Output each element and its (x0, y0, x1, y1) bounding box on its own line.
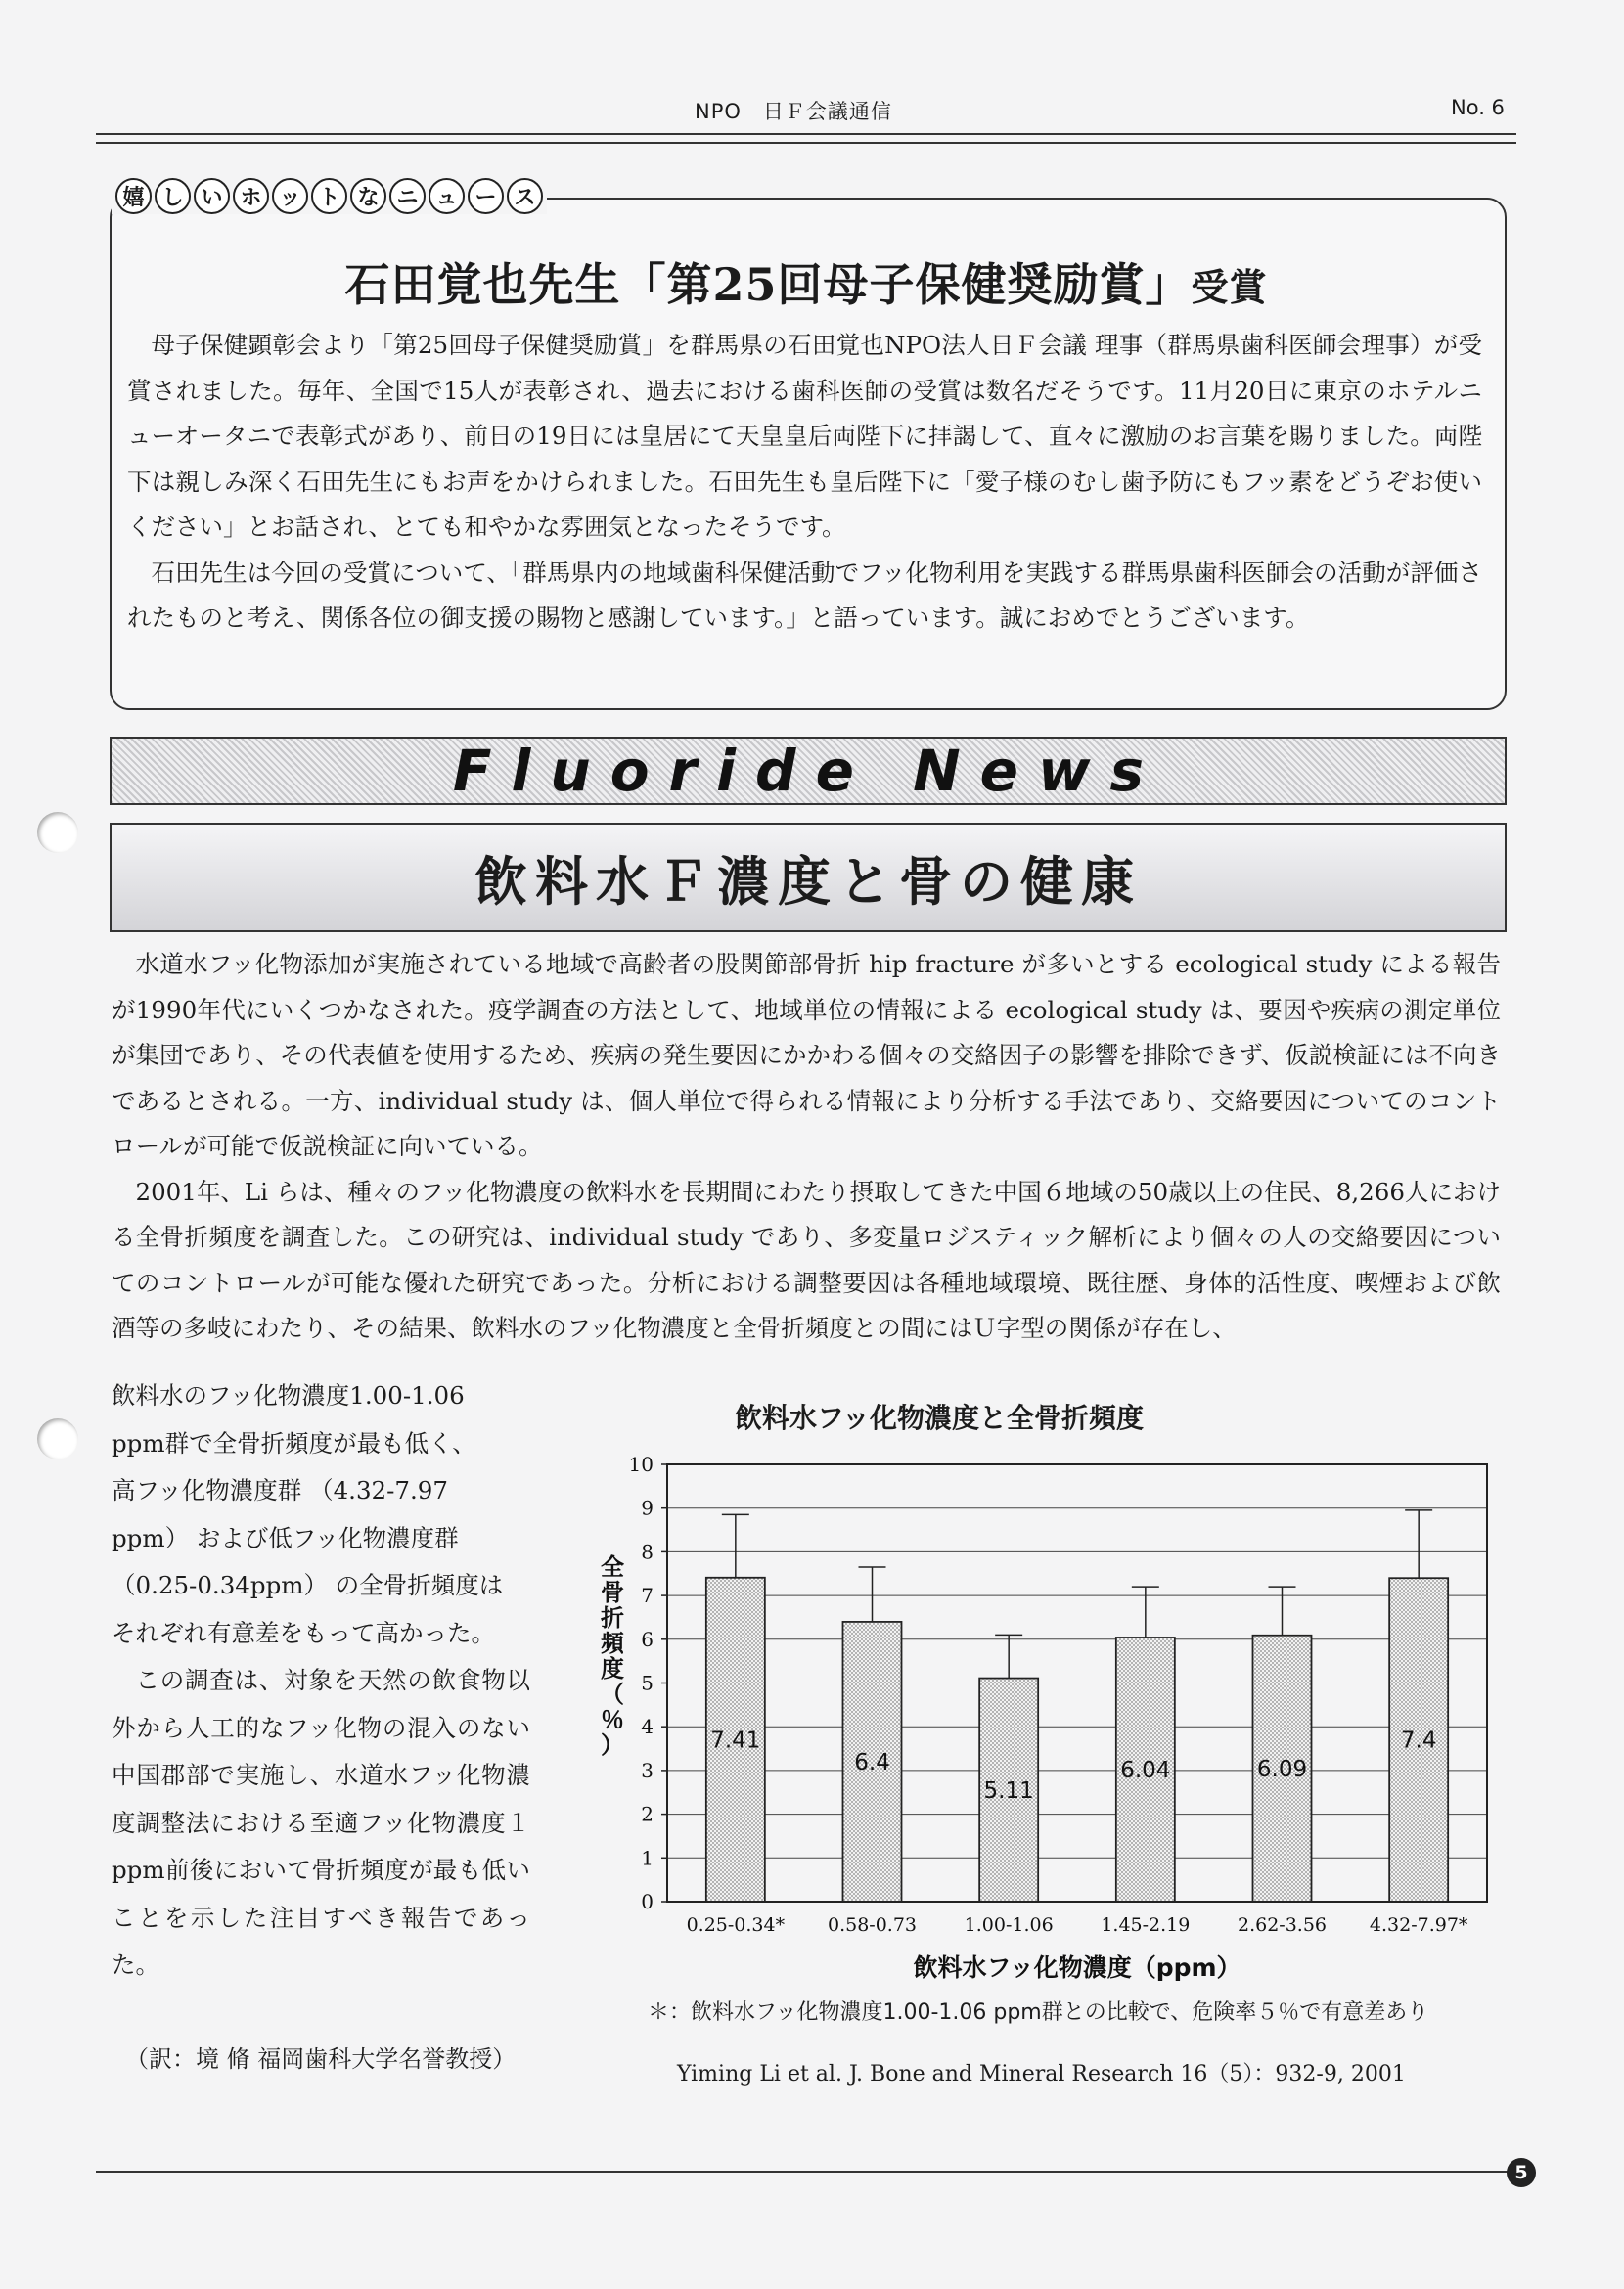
award-title-suffix: 受賞 (1191, 265, 1268, 309)
side-line: ppm） および低フッ化物濃度群 (112, 1523, 459, 1552)
side-line: （0.25-0.34ppm） の全骨折頻度は (112, 1571, 504, 1599)
y-tick-label: 9 (641, 1496, 654, 1520)
side-line: ppm群で全骨折頻度が最も低く、 (112, 1428, 476, 1458)
side-line: 高フッ化物濃度群 （4.32-7.97 (112, 1476, 448, 1504)
issue-number: No. 6 (1451, 96, 1505, 119)
award-title-main: 石田覚也先生「第25回母子保健奨励賞」 (344, 258, 1192, 311)
news-badge-char: な (350, 178, 386, 214)
news-badge-char: ュ (429, 178, 465, 214)
x-tick-label: 0.25-0.34* (686, 1914, 786, 1936)
chart-footnote: ＊：飲料水フッ化物濃度1.00-1.06 ppm群との比較で、危険率５％で有意差あり (648, 2000, 1429, 2025)
y-tick-label: 7 (641, 1584, 654, 1608)
news-badge-char: ト (311, 178, 347, 214)
y-tick-label: 0 (641, 1890, 654, 1913)
news-badge-char: 嬉 (115, 178, 152, 214)
side-paragraph: この調査は、対象を天然の飲食物以外から人工的なフッ化物の混入のない中国郡部で実施し、水道水フッ化物濃度調整法における至適フッ化物濃度１ppm前後において骨折頻度が最も低いことを示した注目すべき報告であった。 (112, 1666, 530, 1979)
news-badge-char: ス (507, 178, 543, 214)
article-title: 飲料水Ｆ濃度と骨の健康 (474, 850, 1142, 913)
bar-value-label: 7.41 (710, 1728, 761, 1754)
punch-hole (37, 1418, 78, 1459)
news-badge-char: ー (468, 178, 504, 214)
bar-value-label: 6.4 (854, 1749, 890, 1775)
news-badge-char: ホ (233, 178, 269, 214)
x-tick-label: 2.62-3.56 (1237, 1914, 1328, 1936)
article-paragraph: 水道水フッ化物添加が実施されている地域で高齢者の股関節部骨折 hip fracture が多いとする ecological study による報告が1990年代にいくつかなされた。疫学調査の方法として、地域単位の情報による ecological study は、要因や疾病の測定単位が集団であり、その代表値を使用するため、疾病の発生要因にかかわる個々の交絡因子の影響を排除できず、仮説検証には不向きであるとされる。一方、individual study は、個人単位で得られる情報により分析する手法であり、交絡要因についてのコントロールが可能で仮説検証に向いている。 (112, 950, 1501, 1160)
y-tick-label: 8 (641, 1540, 654, 1564)
punch-hole (37, 812, 78, 853)
chart-title: 飲料水フッ化物濃度と全骨折頻度 (734, 1402, 1145, 1434)
y-tick-label: 6 (641, 1627, 654, 1651)
fluoride-news-banner (110, 737, 1507, 805)
side-line: それぞれ有意差をもって高かった。 (112, 1618, 495, 1647)
news-badge-char: し (155, 178, 191, 214)
fluoride-news-label: Fluoride News (452, 738, 1164, 804)
y-tick-label: 3 (641, 1758, 654, 1782)
bar-value-label: 6.09 (1256, 1756, 1308, 1782)
y-tick-label: 10 (628, 1453, 654, 1476)
award-body (127, 323, 1482, 642)
award-title (110, 249, 1503, 314)
x-tick-label: 0.58-0.73 (827, 1914, 918, 1936)
bar-value-label: 6.04 (1120, 1758, 1171, 1784)
fracture-chart (587, 1443, 1507, 1991)
bar-value-label: 5.11 (983, 1777, 1034, 1804)
article-title-box (110, 823, 1507, 932)
x-axis-label: 飲料水フッ化物濃度（ppm） (913, 1953, 1241, 1982)
article-side-column (112, 1372, 530, 1990)
x-tick-label: 1.45-2.19 (1101, 1914, 1191, 1936)
newsletter-name: NPO 日Ｆ会議通信 (695, 100, 892, 123)
news-badge-char: い (194, 178, 230, 214)
y-axis-label: 全骨折頻度（％） (601, 1553, 624, 1759)
y-tick-label: 5 (641, 1671, 654, 1695)
x-tick-label: 1.00-1.06 (964, 1914, 1054, 1936)
side-line: 飲料水のフッ化物濃度1.00-1.06 (112, 1381, 465, 1410)
news-badge-char: ニ (389, 178, 426, 214)
y-tick-label: 1 (641, 1846, 654, 1870)
award-paragraph: 母子保健顕彰会より「第25回母子保健奨励賞」を群馬県の石田覚也NPO法人日Ｆ会議 理事（群馬県歯科医師会理事）が受賞されました。毎年、全国で15人が表彰され、過去における歯科医師の受賞は数名だそうです。11月20日に東京のホテルニューオータニで表彰式があり、前日の19日には皇居にて天皇皇后両陛下に拝謁して、直々に激励のお言葉を賜りました。両陛下は親しみ深く石田先生にもお声をかけられました。石田先生も皇后陛下に「愛子様のむし歯予防にもフッ素をどうぞお使いください」とお話され、とても和やかな雰囲気となったそうです。 (127, 331, 1482, 541)
news-badges (112, 178, 547, 214)
article-paragraph: 2001年、Li らは、種々のフッ化物濃度の飲料水を長期間にわたり摂取してきた中国６地域の50歳以上の住民、8,266人における全骨折頻度を調査した。この研究は、individual study であり、多変量ロジスティック解析により個々の人の交絡要因についてのコントロールが可能な優れた研究であった。分析における調整要因は各種地域環境、既往歴、身体的活性度、喫煙および飲酒等の多岐にわたり、その結果、飲料水のフッ化物濃度と全骨折頻度との間にはＵ字型の関係が存在し、 (112, 1177, 1501, 1342)
footer-rule (96, 2171, 1514, 2173)
news-badge-char: ッ (272, 178, 308, 214)
bar-value-label: 7.4 (1400, 1728, 1437, 1754)
header-rule (96, 133, 1516, 144)
citation: Yiming Li et al. J. Bone and Mineral Research 16（5）：932-9, 2001 (677, 2062, 1406, 2087)
article-body (112, 942, 1501, 1352)
page-number: 5 (1507, 2158, 1536, 2187)
x-tick-label: 4.32-7.97* (1369, 1914, 1468, 1936)
y-tick-label: 4 (641, 1715, 654, 1739)
translator-credit: （訳：境 脩 福岡歯科大学名誉教授） (125, 2045, 517, 2073)
award-paragraph: 石田先生は今回の受賞について、「群馬県内の地域歯科保健活動でフッ化物利用を実践する群馬県歯科医師会の活動が評価されたものと考え、関係各位の御支援の賜物と感謝しています。」と語っています。誠におめでとうございます。 (127, 558, 1482, 632)
y-tick-label: 2 (641, 1802, 654, 1826)
